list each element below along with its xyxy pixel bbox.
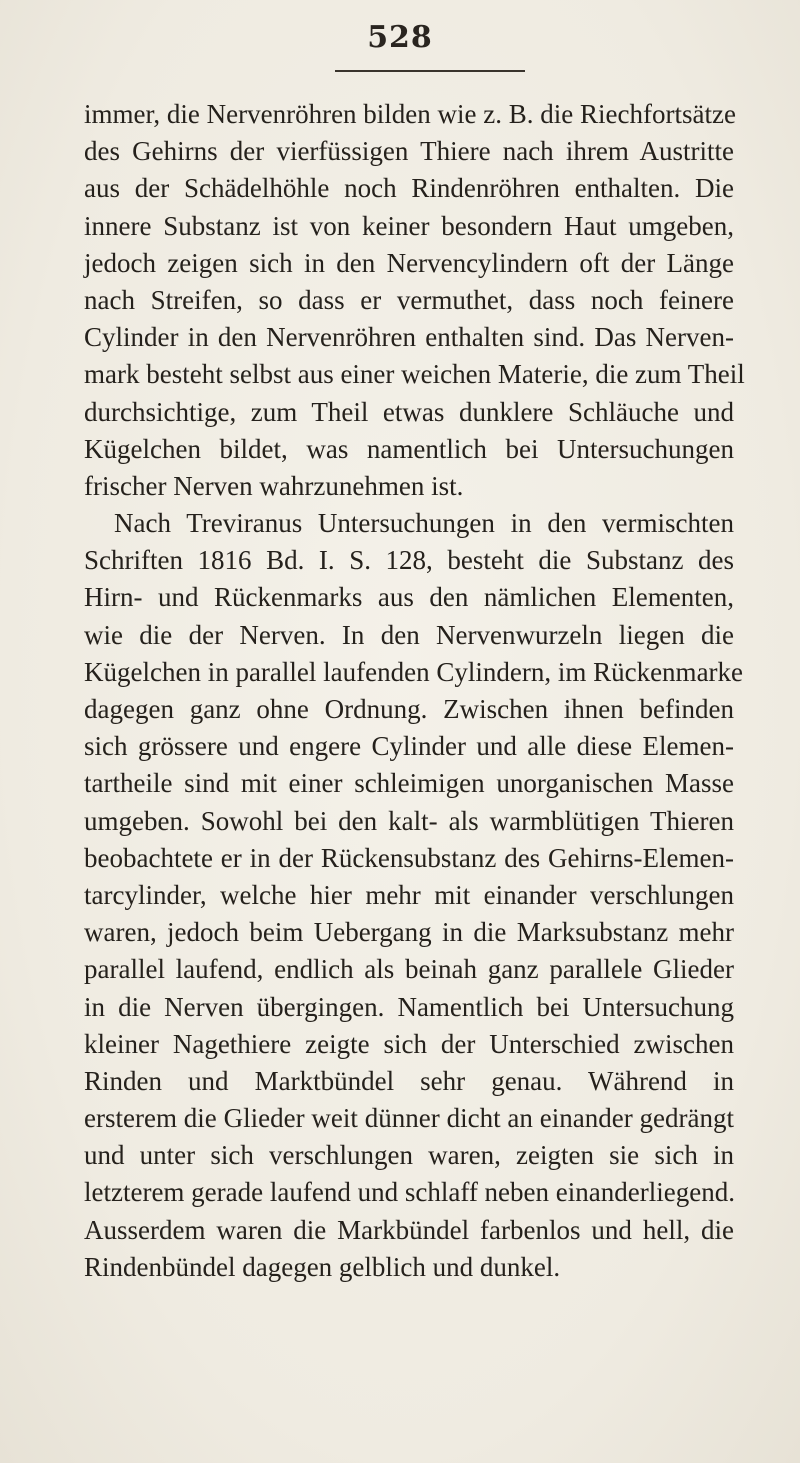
paragraph-end-line: frischer Nerven wahrzunehmen ist. <box>84 470 464 501</box>
text-line: jedoch zeigen sich in den Nervencylindern oft der Länge <box>84 247 734 278</box>
text-line: mark besteht selbst aus einer weichen Materie, die zum Theil <box>84 359 745 390</box>
paragraph-end-line: Rindenbündel dagegen gelblich und dunkel. <box>84 1251 561 1282</box>
text-line: durchsichtige, zum Theil etwas dunklere Schläuche und <box>84 396 734 427</box>
text-line: tarcylinder, welche hier mehr mit einander verschlungen <box>84 879 734 910</box>
text-line: beobachtete er in der Rückensubstanz des Gehirns-Elemen- <box>84 842 734 873</box>
body-text <box>84 96 745 1286</box>
text-line: nach Streifen, so dass er vermuthet, dass noch feinere <box>84 284 734 315</box>
header-rule <box>335 70 525 72</box>
text-line: parallel laufend, endlich als beinah ganz parallele Glieder <box>84 954 734 985</box>
text-line: innere Substanz ist von keiner besondern Haut umgeben, <box>84 210 734 241</box>
text-line: Kügelchen in parallel laufenden Cylindern, im Rückenmarke <box>84 656 744 687</box>
text-line: waren, jedoch beim Uebergang in die Marksubstanz mehr <box>84 917 734 948</box>
text-line: des Gehirns der vierfüssigen Thiere nach ihrem Austritte <box>84 136 734 167</box>
text-line: letzterem gerade laufend und schlaff neben einanderliegend. <box>84 1177 735 1208</box>
text-line: Cylinder in den Nervenröhren enthalten sind. Das Nerven- <box>84 322 734 353</box>
text-line: aus der Schädelhöhle noch Rindenröhren enthalten. Die <box>84 173 734 204</box>
text-line: wie die der Nerven. In den Nervenwurzeln liegen die <box>84 619 734 650</box>
text-line: kleiner Nagethiere zeigte sich der Unterschied zwischen <box>84 1028 734 1059</box>
text-line: immer, die Nervenröhren bilden wie z. B. die Riechfortsätze <box>84 99 736 129</box>
text-line: Rinden und Marktbündel sehr genau. Während in <box>84 1065 734 1096</box>
page-number: 528 <box>367 20 433 55</box>
text-line: Ausserdem waren die Markbündel farbenlos und hell, die <box>84 1214 734 1245</box>
text-line: umgeben. Sowohl bei den kalt- als warmblütigen Thieren <box>84 805 734 836</box>
text-line: und unter sich verschlungen waren, zeigten sie sich in <box>84 1140 734 1171</box>
text-line: ersterem die Glieder weit dünner dicht an einander gedrängt <box>84 1103 734 1134</box>
paragraph-start-line: Nach Treviranus Untersuchungen in den vermischten <box>114 508 734 539</box>
text-line: Schriften 1816 Bd. I. S. 128, besteht die Substanz des <box>84 545 734 576</box>
text-line: Hirn- und Rückenmarks aus den nämlichen Elementen, <box>84 582 734 613</box>
text-line: tartheile sind mit einer schleimigen unorganischen Masse <box>84 768 734 799</box>
text-line: in die Nerven übergingen. Namentlich bei Untersuchung <box>84 991 734 1022</box>
text-line: Kügelchen bildet, was namentlich bei Untersuchungen <box>84 433 734 464</box>
text-line: dagegen ganz ohne Ordnung. Zwischen ihnen befinden <box>84 694 734 724</box>
text-line: sich grössere und engere Cylinder und alle diese Elemen- <box>84 731 734 762</box>
